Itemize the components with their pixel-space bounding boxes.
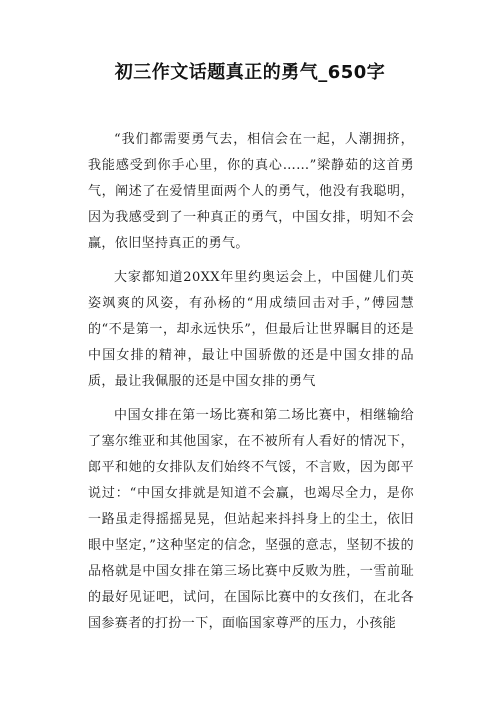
paragraph-1: “我们都需要勇气去，相信会在一起，人潮拥挤，我能感受到你手心里，你的真心……”梁静茹的这首勇气，阐述了在爱情里面两个人的勇气，他没有我聪明，因为我感受到了一种真正的勇气，中国女排，明知不会赢，依旧坚持真正的勇气。 [88, 132, 414, 251]
paragraph-2: 大家都知道20XX年里约奥运会上，中国健儿们英姿飒爽的风姿，有孙杨的“用成绩回击对手，”傅园慧的“不是第一，却永远快乐”，但最后让世界瞩目的还是中国女排的精神，最让中国骄傲的还是中国女排的品质，最让我佩服的还是中国女排的勇气 [88, 270, 414, 389]
article-body [88, 127, 414, 645]
paragraph-3: 中国女排在第一场比赛和第二场比赛中，相继输给了塞尔维亚和其他国家，在不被所有人看好的情况下，郎平和她的女排队友们始终不气馁，不言败，因为郎平说过：“中国女排就是知道不会赢，也竭尽全力，是你一路虽走得摇摇晃晃，但站起来抖抖身上的尘土，依旧眼中坚定，”这种坚定的信念，坚强的意志，坚韧不拔的品格就是中国女排在第三场比赛中反败为胜，一雪前耻的最好见证吧，试问，在国际比赛中的女孩们，在北各国参赛者的打扮一下，面临国家尊严的压力，小孩能 [88, 408, 414, 631]
page-title: 初三作文话题真正的勇气_650字 [114, 62, 386, 83]
